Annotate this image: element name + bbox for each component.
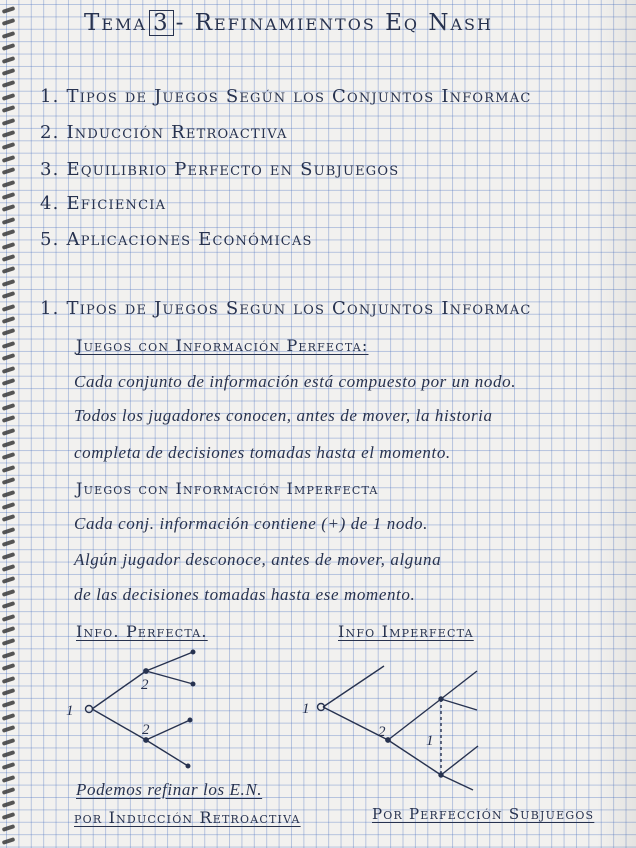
imperfect-node-label: 2 [378, 724, 386, 740]
imperfect-line-2: Algún jugador desconoce, antes de mover, alguna [74, 550, 442, 569]
title-rest: - Refinamientos Eq Nash [175, 10, 493, 36]
perfect-info-label: Info. Perfecta. [76, 622, 208, 641]
section-heading: 1. Tipos de Juegos Segun los Conjuntos Informac [40, 298, 532, 319]
index-item-2: 2. Inducción Retroactiva [40, 122, 288, 143]
perfect-root-label: 1 [66, 703, 74, 719]
imperfect-line-3: de las decisiones tomadas hasta ese momento. [74, 585, 416, 604]
imperfect-root-label: 1 [302, 701, 310, 717]
imperfect-info-label: Info Imperfecta [338, 622, 474, 641]
perfect-info-heading: Juegos con Información Perfecta: [76, 336, 369, 355]
footer-line-1: Podemos refinar los E.N. [76, 780, 263, 799]
imperfect-line-1: Cada conj. información contiene (+) de 1 nodo. [74, 514, 428, 533]
index-item-1: 1. Tipos de Juegos Según los Conjuntos Informac [40, 86, 532, 107]
imperfect-info-heading: Juegos con Información Imperfecta [76, 479, 379, 498]
perfect-lower-node-label: 2 [142, 722, 150, 738]
imperfect-info-tree [318, 666, 479, 790]
tema-number: 3 [149, 10, 174, 36]
perfect-line-1: Cada conjunto de información está compuesto por un nodo. [74, 372, 517, 391]
imperfect-info-set-label: 1 [426, 733, 434, 749]
tema-label: Tema [84, 10, 147, 36]
index-item-5: 5. Aplicaciones Económicas [40, 229, 313, 250]
footer-line-2-left: por Inducción Retroactiva [74, 808, 301, 827]
perfect-info-tree [86, 650, 195, 768]
index-item-4: 4. Eficiencia [40, 193, 167, 214]
perfect-line-3: completa de decisiones tomadas hasta el momento. [74, 443, 451, 462]
index-item-3: 3. Equilibrio Perfecto en Subjuegos [40, 159, 400, 180]
footer-line-2-right: Por Perfección Subjuegos [372, 805, 595, 823]
perfect-line-2: Todos los jugadores conocen, antes de mover, la historia [74, 406, 493, 425]
perfect-upper-node-label: 2 [141, 677, 149, 693]
